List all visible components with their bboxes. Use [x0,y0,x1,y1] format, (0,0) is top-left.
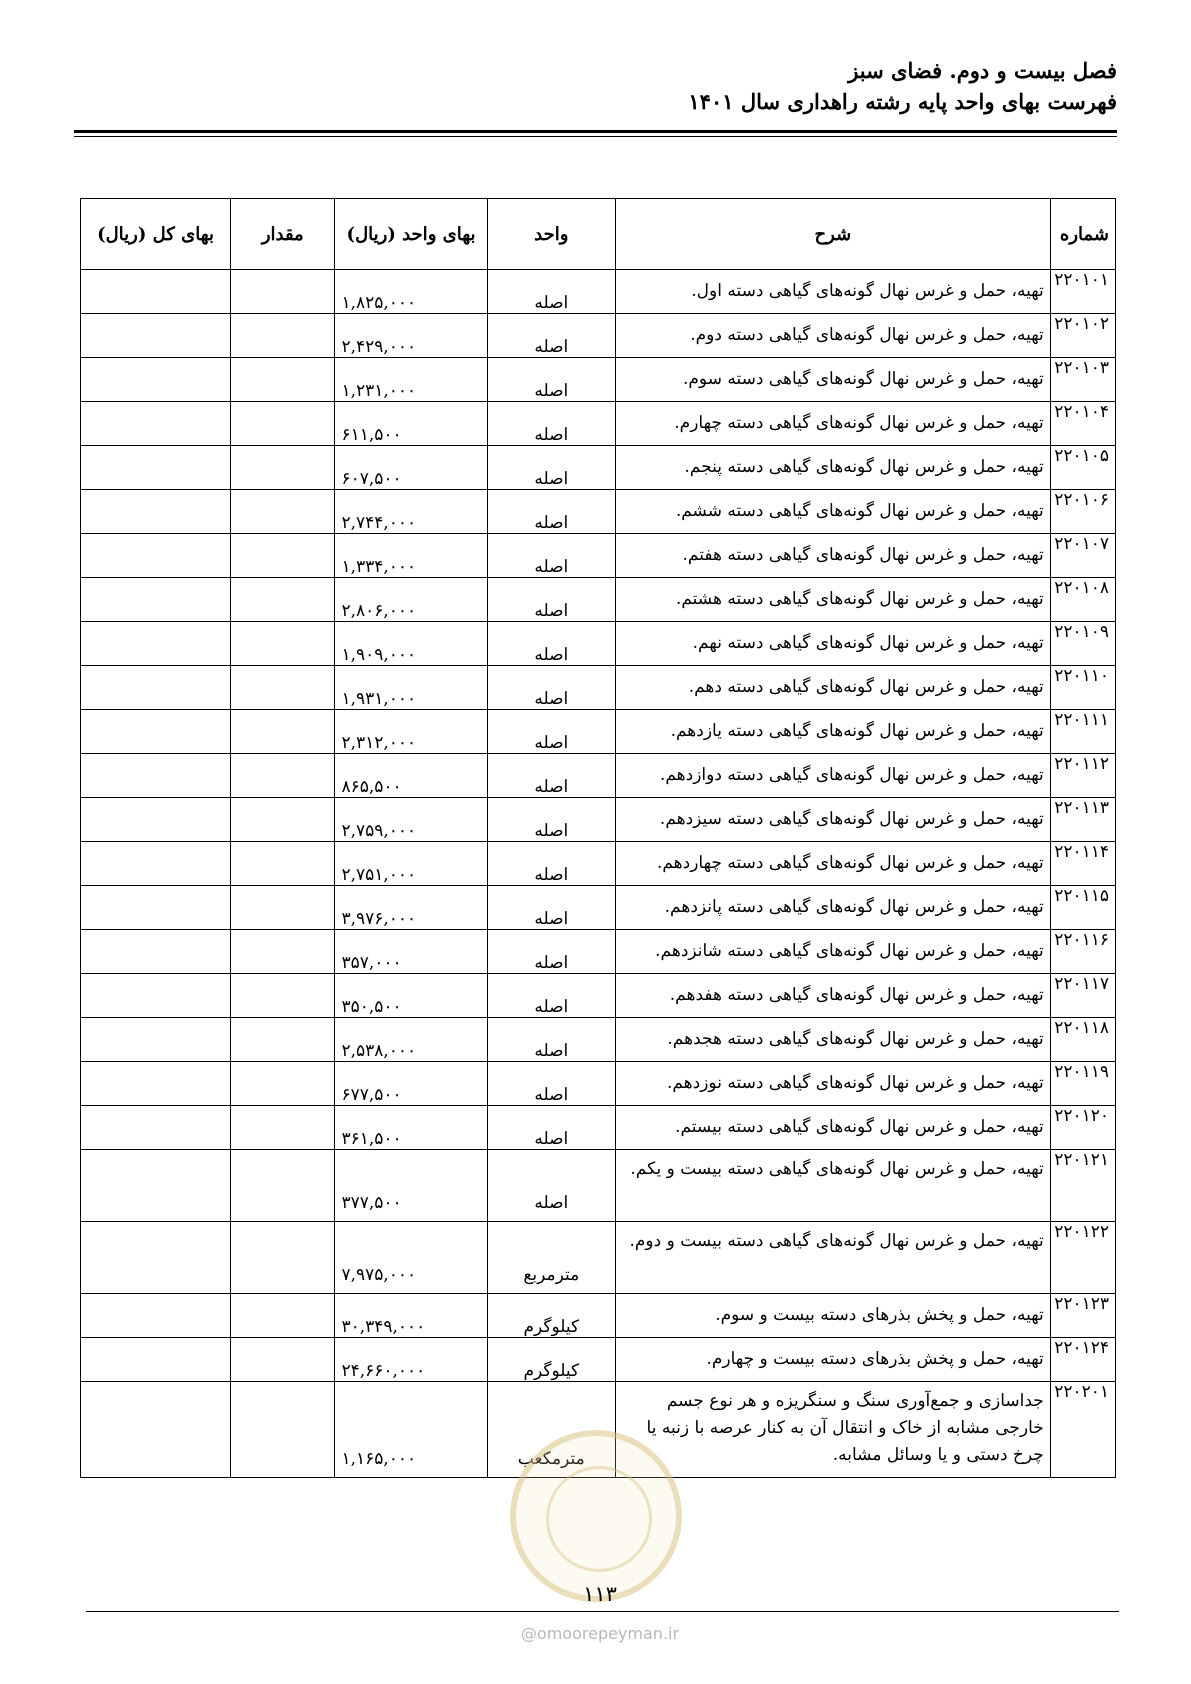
item-unit-price: ۱,۲۳۱,۰۰۰ [335,358,487,402]
item-quantity [231,842,335,886]
item-number: ۲۲۰۱۱۶ [1050,930,1115,974]
item-description: تهیه، حمل و غرس نهال گونه‌های گیاهی دسته بیستم. [615,1106,1050,1150]
item-number: ۲۲۰۱۰۶ [1050,490,1115,534]
item-unit-price: ۸۶۵,۵۰۰ [335,754,487,798]
item-description: تهیه، حمل و غرس نهال گونه‌های گیاهی دسته پنجم. [615,446,1050,490]
item-unit: اصله [487,1018,615,1062]
item-total-price [81,666,231,710]
item-unit: اصله [487,666,615,710]
item-quantity [231,490,335,534]
item-number: ۲۲۰۱۲۲ [1050,1222,1115,1294]
item-number: ۲۲۰۱۱۹ [1050,1062,1115,1106]
item-total-price [81,754,231,798]
item-total-price [81,270,231,314]
item-total-price [81,1018,231,1062]
item-description: تهیه، حمل و غرس نهال گونه‌های گیاهی دسته سوم. [615,358,1050,402]
header-unit-price: بهای واحد (ریال) [335,199,487,270]
item-total-price [81,1150,231,1222]
item-description: تهیه، حمل و غرس نهال گونه‌های گیاهی دسته بیست و دوم. [615,1222,1050,1294]
item-quantity [231,1062,335,1106]
item-quantity [231,534,335,578]
item-unit-price: ۳۷۷,۵۰۰ [335,1150,487,1222]
item-total-price [81,842,231,886]
item-number: ۲۲۰۱۱۱ [1050,710,1115,754]
item-number: ۲۲۰۱۱۷ [1050,974,1115,1018]
item-description: تهیه، حمل و غرس نهال گونه‌های گیاهی دسته هفدهم. [615,974,1050,1018]
table-row [81,974,1116,1018]
item-quantity [231,314,335,358]
item-description: تهیه، حمل و غرس نهال گونه‌های گیاهی دسته نوزدهم. [615,1062,1050,1106]
item-number: ۲۲۰۱۰۷ [1050,534,1115,578]
item-total-price [81,974,231,1018]
table-row [81,930,1116,974]
price-table [80,198,1116,1478]
table-row [81,490,1116,534]
header-total-price: بهای کل (ریال) [81,199,231,270]
item-number: ۲۲۰۱۱۸ [1050,1018,1115,1062]
item-number: ۲۲۰۱۰۳ [1050,358,1115,402]
item-unit: کیلوگرم [487,1338,615,1382]
table-row [81,1018,1116,1062]
item-unit-price: ۱,۹۰۹,۰۰۰ [335,622,487,666]
item-total-price [81,1338,231,1382]
header-description: شرح [615,199,1050,270]
table-row [81,1106,1116,1150]
item-quantity [231,1018,335,1062]
item-unit: اصله [487,1062,615,1106]
item-total-price [81,402,231,446]
item-unit-price: ۱,۱۶۵,۰۰۰ [335,1382,487,1478]
item-description: تهیه، حمل و غرس نهال گونه‌های گیاهی دسته چهاردهم. [615,842,1050,886]
item-unit-price: ۲,۴۲۹,۰۰۰ [335,314,487,358]
item-quantity [231,578,335,622]
header-rule-thin [74,136,1117,137]
item-quantity [231,1294,335,1338]
item-description: تهیه، حمل و غرس نهال گونه‌های گیاهی دسته بیست و یکم. [615,1150,1050,1222]
item-unit-price: ۲,۸۰۶,۰۰۰ [335,578,487,622]
item-unit: اصله [487,270,615,314]
footer-rule [86,1611,1119,1612]
item-quantity [231,1338,335,1382]
item-unit: اصله [487,1150,615,1222]
item-unit-price: ۱,۹۳۱,۰۰۰ [335,666,487,710]
item-quantity [231,1106,335,1150]
item-description: تهیه، حمل و غرس نهال گونه‌های گیاهی دسته چهارم. [615,402,1050,446]
item-unit: اصله [487,446,615,490]
item-unit: اصله [487,930,615,974]
table-row [81,842,1116,886]
item-total-price [81,886,231,930]
item-description: تهیه، حمل و غرس نهال گونه‌های گیاهی دسته نهم. [615,622,1050,666]
chapter-title: فصل بیست و دوم. فضای سبز [848,58,1117,83]
table-row [81,798,1116,842]
item-total-price [81,710,231,754]
item-unit-price: ۶۰۷,۵۰۰ [335,446,487,490]
item-unit: اصله [487,490,615,534]
table-row [81,622,1116,666]
item-description: تهیه، حمل و غرس نهال گونه‌های گیاهی دسته دوازدهم. [615,754,1050,798]
item-unit-price: ۳۶۱,۵۰۰ [335,1106,487,1150]
table-row [81,1294,1116,1338]
item-number: ۲۲۰۱۰۸ [1050,578,1115,622]
item-unit-price: ۶۱۱,۵۰۰ [335,402,487,446]
header-number: شماره [1050,199,1115,270]
item-unit-price: ۱,۳۳۴,۰۰۰ [335,534,487,578]
table-row [81,754,1116,798]
item-description: تهیه، حمل و غرس نهال گونه‌های گیاهی دسته دهم. [615,666,1050,710]
item-total-price [81,1062,231,1106]
item-quantity [231,886,335,930]
item-unit-price: ۲,۷۴۴,۰۰۰ [335,490,487,534]
table-row [81,666,1116,710]
item-number: ۲۲۰۱۲۳ [1050,1294,1115,1338]
item-total-price [81,1294,231,1338]
item-unit-price: ۲,۳۱۲,۰۰۰ [335,710,487,754]
item-number: ۲۲۰۱۰۹ [1050,622,1115,666]
item-quantity [231,798,335,842]
table-row [81,402,1116,446]
item-unit-price: ۲,۷۵۱,۰۰۰ [335,842,487,886]
price-list-title: فهرست بهای واحد پایه رشته راهداری سال ۱۴۰۱ [688,89,1117,114]
item-unit: اصله [487,974,615,1018]
item-number: ۲۲۰۱۲۴ [1050,1338,1115,1382]
header-quantity: مقدار [231,199,335,270]
table-row [81,314,1116,358]
item-number: ۲۲۰۱۱۲ [1050,754,1115,798]
item-number: ۲۲۰۱۰۲ [1050,314,1115,358]
item-unit: اصله [487,622,615,666]
item-unit: اصله [487,886,615,930]
item-number: ۲۲۰۱۰۵ [1050,446,1115,490]
item-unit-price: ۱,۸۲۵,۰۰۰ [335,270,487,314]
item-number: ۲۲۰۱۰۱ [1050,270,1115,314]
item-unit: اصله [487,402,615,446]
item-description: جداسازی و جمع‌آوری سنگ و سنگریزه و هر نوع جسم خارجی مشابه از خاک و انتقال آن به کنار عرصه با زنبه یا چرخ دستی و یا وسائل مشابه. [615,1382,1050,1478]
item-quantity [231,1150,335,1222]
item-quantity [231,930,335,974]
item-quantity [231,270,335,314]
page-number: ۱۱۳ [583,1582,617,1606]
table-row [81,578,1116,622]
item-quantity [231,1382,335,1478]
item-quantity [231,974,335,1018]
item-total-price [81,490,231,534]
item-total-price [81,930,231,974]
item-total-price [81,534,231,578]
item-unit: اصله [487,1106,615,1150]
item-description: تهیه، حمل و غرس نهال گونه‌های گیاهی دسته سیزدهم. [615,798,1050,842]
table-row [81,1222,1116,1294]
item-description: تهیه، حمل و غرس نهال گونه‌های گیاهی دسته هجدهم. [615,1018,1050,1062]
item-description: تهیه، حمل و غرس نهال گونه‌های گیاهی دسته یازدهم. [615,710,1050,754]
item-description: تهیه، حمل و غرس نهال گونه‌های گیاهی دسته دوم. [615,314,1050,358]
table-row [81,446,1116,490]
item-unit-price: ۳۵۷,۰۰۰ [335,930,487,974]
page-header [688,56,1117,118]
item-unit: اصله [487,314,615,358]
item-unit-price: ۲,۵۳۸,۰۰۰ [335,1018,487,1062]
item-unit: اصله [487,578,615,622]
item-total-price [81,1106,231,1150]
item-description: تهیه، حمل و پخش بذرهای دسته بیست و چهارم. [615,1338,1050,1382]
item-number: ۲۲۰۱۱۳ [1050,798,1115,842]
item-number: ۲۲۰۱۱۴ [1050,842,1115,886]
table-row [81,358,1116,402]
item-quantity [231,666,335,710]
item-quantity [231,358,335,402]
item-unit: اصله [487,710,615,754]
item-total-price [81,314,231,358]
header-rule-thick [74,130,1117,133]
item-number: ۲۲۰۱۲۱ [1050,1150,1115,1222]
item-unit-price: ۲۴,۶۶۰,۰۰۰ [335,1338,487,1382]
item-quantity [231,1222,335,1294]
table-row [81,1150,1116,1222]
item-description: تهیه، حمل و غرس نهال گونه‌های گیاهی دسته هفتم. [615,534,1050,578]
item-total-price [81,622,231,666]
table-row [81,710,1116,754]
item-total-price [81,446,231,490]
item-total-price [81,1222,231,1294]
item-total-price [81,798,231,842]
table-row [81,1062,1116,1106]
item-unit-price: ۲,۷۵۹,۰۰۰ [335,798,487,842]
item-quantity [231,710,335,754]
table-row [81,1338,1116,1382]
item-quantity [231,754,335,798]
item-description: تهیه، حمل و پخش بذرهای دسته بیست و سوم. [615,1294,1050,1338]
item-unit: اصله [487,798,615,842]
item-unit: مترمکعب [487,1382,615,1478]
table-row [81,270,1116,314]
item-description: تهیه، حمل و غرس نهال گونه‌های گیاهی دسته شانزدهم. [615,930,1050,974]
item-unit: اصله [487,358,615,402]
item-number: ۲۲۰۲۰۱ [1050,1382,1115,1478]
item-number: ۲۲۰۱۰۴ [1050,402,1115,446]
item-description: تهیه، حمل و غرس نهال گونه‌های گیاهی دسته هشتم. [615,578,1050,622]
item-description: تهیه، حمل و غرس نهال گونه‌های گیاهی دسته پانزدهم. [615,886,1050,930]
item-unit-price: ۶۷۷,۵۰۰ [335,1062,487,1106]
item-unit: اصله [487,842,615,886]
website-watermark: @omoorepeyman.ir [520,1624,680,1643]
watermark-seal [510,1430,682,1602]
item-description: تهیه، حمل و غرس نهال گونه‌های گیاهی دسته ششم. [615,490,1050,534]
table-row [81,534,1116,578]
item-total-price [81,1382,231,1478]
item-number: ۲۲۰۱۱۵ [1050,886,1115,930]
item-unit-price: ۷,۹۷۵,۰۰۰ [335,1222,487,1294]
item-description: تهیه، حمل و غرس نهال گونه‌های گیاهی دسته اول. [615,270,1050,314]
item-unit-price: ۳۵۰,۵۰۰ [335,974,487,1018]
item-unit: مترمربع [487,1222,615,1294]
item-quantity [231,622,335,666]
item-unit: اصله [487,534,615,578]
table-header-row [81,199,1116,270]
table-row [81,886,1116,930]
item-unit: کیلوگرم [487,1294,615,1338]
item-quantity [231,446,335,490]
item-number: ۲۲۰۱۲۰ [1050,1106,1115,1150]
header-unit: واحد [487,199,615,270]
item-total-price [81,358,231,402]
item-unit: اصله [487,754,615,798]
item-number: ۲۲۰۱۱۰ [1050,666,1115,710]
item-unit-price: ۳۰,۳۴۹,۰۰۰ [335,1294,487,1338]
item-unit-price: ۳,۹۷۶,۰۰۰ [335,886,487,930]
item-quantity [231,402,335,446]
item-total-price [81,578,231,622]
